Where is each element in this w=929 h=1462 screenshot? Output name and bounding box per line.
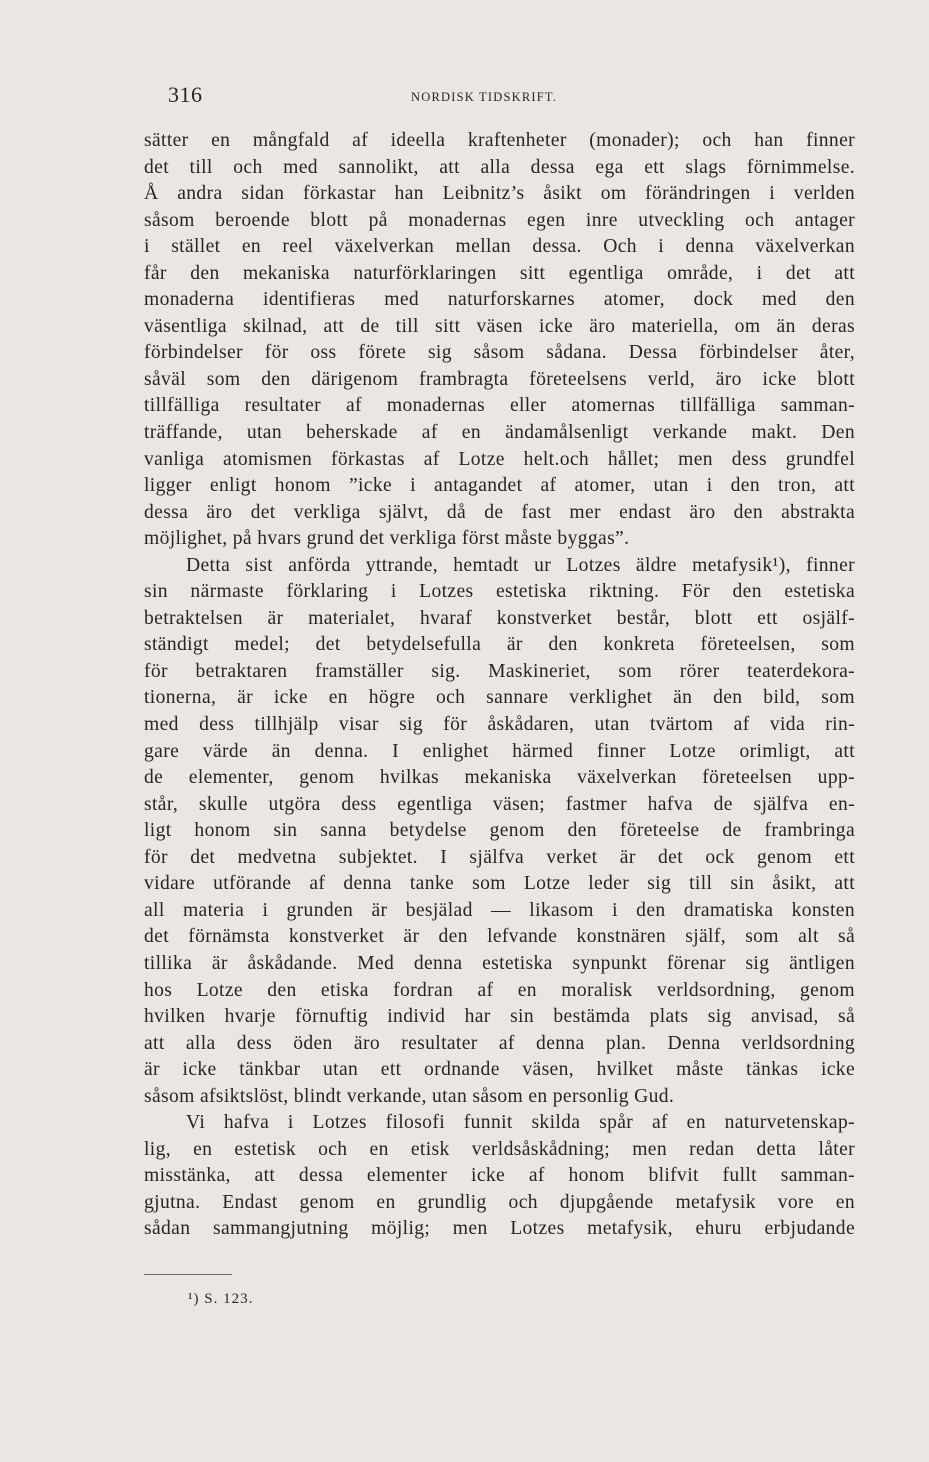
text-line: ligt honom sin sanna betydelse genom den företeelse de frambringa — [144, 820, 855, 842]
text-line: för betraktaren framställer sig. Maskineriet, som rörer teaterdekora- — [144, 660, 855, 682]
text-line: vanliga atomismen förkastas af Lotze helt.och hållet; men dess grundfel — [144, 448, 855, 470]
text-line: lig, en estetisk och en etisk verldsåskådning; men redan detta låter — [144, 1138, 855, 1160]
page-number: 316 — [168, 82, 203, 107]
text-line: monaderna identifieras med naturforskarnes atomer, dock med den — [144, 289, 855, 311]
text-line: dessa äro det verkliga självt, då de fast mer endast äro den abstrakta — [144, 501, 855, 523]
text-line: står, skulle utgöra dess egentliga väsen; fastmer hafva de själfva en- — [144, 793, 855, 815]
text-line: Å andra sidan förkastar han Leibnitz’s åsikt om förändringen i verlden — [144, 183, 855, 205]
text-line: förbindelser för oss förete sig såsom sådana. Dessa förbindelser åter, — [144, 342, 855, 364]
text-line: såväl som den därigenom frambragta företeelsens verld, äro icke blott — [144, 368, 855, 390]
text-line: sätter en mångfald af ideella kraftenheter (monader); och han finner — [144, 130, 855, 151]
text-line: Vi hafva i Lotzes filosofi funnit skilda spår af en naturvetenskap- — [186, 1112, 855, 1134]
text-line: hvilken hvarje förnuftig individ har sin bestämda plats sig anvisad, så — [144, 1006, 855, 1028]
text-line: det förnämsta konstverket är den lefvande konstnären själf, som alt så — [144, 926, 855, 948]
text-line: får den mekaniska naturförklaringen sitt egentliga område, i det att — [144, 262, 855, 284]
text-line: att alla dess öden äro resultater af denna plan. Denna verldsordning — [144, 1032, 855, 1054]
text-line: såsom beroende blott på monadernas egen inre utveckling och antager — [144, 209, 855, 231]
text-line: gjutna. Endast genom en grundlig och djupgående metafysik vore en — [144, 1191, 855, 1213]
text-line: för det medvetna subjektet. I själfva verket är det ock genom ett — [144, 846, 855, 868]
text-line: all materia i grunden är besjälad — likasom i den dramatiska konsten — [144, 899, 855, 921]
text-line: sin närmaste förklaring i Lotzes estetiska riktning. För den estetiska — [144, 581, 855, 603]
text-line: misstänka, att dessa elementer icke af honom blifvit fullt samman- — [144, 1165, 855, 1187]
text-line: Detta sist anförda yttrande, hemtadt ur Lotzes äldre metafysik¹), finner — [186, 554, 855, 576]
text-line: gare värde än denna. I enlighet härmed finner Lotze orimligt, att — [144, 740, 855, 762]
text-line: tionerna, är icke en högre och sannare verklighet än den bild, som — [144, 687, 855, 709]
text-line: med dess tillhjälp visar sig för åskådaren, utan tvärtom af vida rin- — [144, 714, 855, 736]
text-line: möjlighet, på hvars grund det verkliga först måste byggas”. — [144, 528, 630, 550]
text-line: är icke tänkbar utan ett ordnande väsen, hvilket måste tänkas icke — [144, 1059, 855, 1081]
text-line: betraktelsen är materialet, hvaraf konstverket består, blott ett osjälf- — [144, 607, 855, 629]
text-line: träffande, utan beherskade af en ändamålsenligt verkande makt. Den — [144, 422, 855, 444]
footnote: ¹) S. 123. — [188, 1291, 254, 1307]
text-line: såsom afsiktslöst, blindt verkande, utan såsom en personlig Gud. — [144, 1085, 675, 1107]
text-line: i stället en reel växelverkan mellan dessa. Och i denna växelverkan — [144, 236, 855, 258]
text-line: väsentliga skilnad, att de till sitt väsen icke äro materiella, om än deras — [144, 315, 855, 337]
body-text — [144, 128, 855, 1243]
text-line: hos Lotze den etiska fordran af en moralisk verldsordning, genom — [144, 979, 855, 1001]
footnote-divider — [144, 1274, 232, 1275]
text-line: vidare utförande af denna tanke som Lotze leder sig till sin åsikt, att — [144, 873, 855, 895]
text-line: tillika är åskådande. Med denna estetiska synpunkt förenar sig äntligen — [144, 952, 855, 974]
text-line: det till och med sannolikt, att alla dessa ega ett slags förnimmelse. — [144, 156, 855, 178]
page-header — [168, 82, 878, 112]
text-line: de elementer, genom hvilkas mekaniska växelverkan företeelsen upp- — [144, 767, 855, 789]
running-head: NORDISK TIDSKRIFT. — [411, 90, 558, 104]
text-line: ständigt medel; det betydelsefulla är den konkreta företeelsen, som — [144, 634, 855, 656]
text-line: tillfälliga resultater af monadernas eller atomernas tillfälliga samman- — [144, 395, 855, 417]
text-line: ligger enligt honom ”icke i antagandet af atomer, utan i den tron, att — [144, 475, 855, 497]
text-line: sådan sammangjutning möjlig; men Lotzes metafysik, ehuru erbjudande — [144, 1218, 855, 1240]
